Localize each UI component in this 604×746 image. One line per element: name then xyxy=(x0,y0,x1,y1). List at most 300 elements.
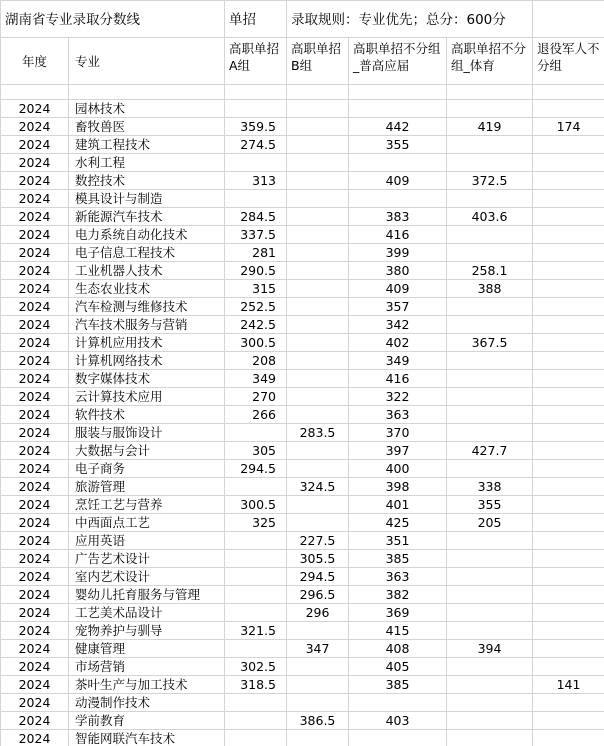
cell-veterans[interactable] xyxy=(533,406,604,424)
cell-group-b[interactable]: 324.5 xyxy=(287,478,349,496)
cell-nogroup-general[interactable]: 342 xyxy=(349,316,447,334)
table-row xyxy=(1,550,604,568)
cell-nogroup-general[interactable]: 351 xyxy=(349,532,447,550)
empty-cell[interactable] xyxy=(287,85,349,100)
spacer-row xyxy=(1,85,604,100)
table-row xyxy=(1,334,604,352)
cell-major[interactable]: 婴幼儿托育服务与管理 xyxy=(69,586,225,604)
cell-veterans[interactable] xyxy=(533,640,604,658)
cell-veterans[interactable] xyxy=(533,424,604,442)
cell-group-a[interactable]: 284.5 xyxy=(225,208,287,226)
cell-veterans[interactable] xyxy=(533,550,604,568)
cell-group-a[interactable] xyxy=(225,190,287,208)
cell-nogroup-sports[interactable] xyxy=(447,298,533,316)
cell-nogroup-sports[interactable] xyxy=(447,370,533,388)
table-row xyxy=(1,676,604,694)
cell-year[interactable]: 2024 xyxy=(1,208,69,226)
table-row xyxy=(1,118,604,136)
cell-year[interactable]: 2024 xyxy=(1,388,69,406)
empty-cell[interactable] xyxy=(447,85,533,100)
cell-nogroup-general[interactable] xyxy=(349,100,447,118)
cell-year[interactable]: 2024 xyxy=(1,190,69,208)
cell-year[interactable]: 2024 xyxy=(1,226,69,244)
table-row xyxy=(1,586,604,604)
cell-veterans[interactable] xyxy=(533,388,604,406)
cell-group-a[interactable]: 290.5 xyxy=(225,262,287,280)
cell-year[interactable]: 2024 xyxy=(1,694,69,712)
cell-nogroup-general[interactable]: 322 xyxy=(349,388,447,406)
cell-nogroup-general[interactable] xyxy=(349,730,447,746)
cell-major[interactable]: 建筑工程技术 xyxy=(69,136,225,154)
cell-group-a[interactable]: 270 xyxy=(225,388,287,406)
empty-cell[interactable] xyxy=(349,85,447,100)
header-group-a[interactable]: 高职单招A组 xyxy=(225,38,287,85)
cell-nogroup-sports[interactable] xyxy=(447,712,533,730)
cell-major[interactable]: 汽车技术服务与营销 xyxy=(69,316,225,334)
cell-major[interactable]: 电子信息工程技术 xyxy=(69,244,225,262)
cell-veterans[interactable] xyxy=(533,370,604,388)
cell-nogroup-sports[interactable] xyxy=(447,100,533,118)
cell-year[interactable]: 2024 xyxy=(1,514,69,532)
cell-year[interactable]: 2024 xyxy=(1,586,69,604)
table-row xyxy=(1,388,604,406)
cell-year[interactable]: 2024 xyxy=(1,154,69,172)
cell-nogroup-sports[interactable]: 419 xyxy=(447,118,533,136)
cell-nogroup-sports[interactable] xyxy=(447,694,533,712)
cell-nogroup-sports[interactable] xyxy=(447,730,533,746)
cell-group-b[interactable]: 227.5 xyxy=(287,532,349,550)
cell-nogroup-general[interactable]: 403 xyxy=(349,712,447,730)
cell-year[interactable]: 2024 xyxy=(1,118,69,136)
cell-veterans[interactable] xyxy=(533,280,604,298)
cell-nogroup-sports[interactable] xyxy=(447,658,533,676)
cell-year[interactable]: 2024 xyxy=(1,622,69,640)
cell-veterans[interactable] xyxy=(533,190,604,208)
cell-major[interactable]: 应用英语 xyxy=(69,532,225,550)
cell-group-b[interactable] xyxy=(287,442,349,460)
cell-veterans[interactable] xyxy=(533,172,604,190)
header-nogroup-sports[interactable]: 高职单招不分组_体育 xyxy=(447,38,533,85)
empty-cell[interactable] xyxy=(533,85,604,100)
cell-group-b[interactable] xyxy=(287,154,349,172)
cell-group-a[interactable]: 252.5 xyxy=(225,298,287,316)
cell-major[interactable]: 健康管理 xyxy=(69,640,225,658)
cell-year[interactable]: 2024 xyxy=(1,532,69,550)
cell-nogroup-general[interactable]: 355 xyxy=(349,136,447,154)
cell-veterans[interactable] xyxy=(533,478,604,496)
cell-year[interactable]: 2024 xyxy=(1,298,69,316)
cell-group-b[interactable] xyxy=(287,118,349,136)
cell-nogroup-general[interactable]: 425 xyxy=(349,514,447,532)
cell-nogroup-sports[interactable] xyxy=(447,406,533,424)
cell-veterans[interactable] xyxy=(533,514,604,532)
cell-group-a[interactable]: 315 xyxy=(225,280,287,298)
cell-nogroup-general[interactable] xyxy=(349,154,447,172)
table-row xyxy=(1,478,604,496)
table-row xyxy=(1,370,604,388)
cell-nogroup-general[interactable] xyxy=(349,694,447,712)
cell-group-a[interactable]: 305 xyxy=(225,442,287,460)
table-row xyxy=(1,136,604,154)
cell-major[interactable]: 烹饪工艺与营养 xyxy=(69,496,225,514)
cell-nogroup-general[interactable]: 408 xyxy=(349,640,447,658)
cell-nogroup-general[interactable]: 385 xyxy=(349,676,447,694)
cell-year[interactable]: 2024 xyxy=(1,406,69,424)
cell-major[interactable]: 水利工程 xyxy=(69,154,225,172)
cell-major[interactable]: 数控技术 xyxy=(69,172,225,190)
cell-group-b[interactable] xyxy=(287,316,349,334)
cell-group-a[interactable]: 281 xyxy=(225,244,287,262)
cell-nogroup-sports[interactable]: 355 xyxy=(447,496,533,514)
cell-group-a[interactable]: 274.5 xyxy=(225,136,287,154)
cell-group-a[interactable] xyxy=(225,604,287,622)
cell-veterans[interactable] xyxy=(533,244,604,262)
cell-nogroup-general[interactable]: 357 xyxy=(349,298,447,316)
cell-group-b[interactable] xyxy=(287,334,349,352)
cell-nogroup-sports[interactable] xyxy=(447,676,533,694)
cell-nogroup-sports[interactable] xyxy=(447,244,533,262)
cell-nogroup-general[interactable]: 405 xyxy=(349,658,447,676)
cell-major[interactable]: 模具设计与制造 xyxy=(69,190,225,208)
table-row xyxy=(1,298,604,316)
cell-nogroup-general[interactable]: 416 xyxy=(349,226,447,244)
cell-year[interactable]: 2024 xyxy=(1,478,69,496)
cell-group-a[interactable] xyxy=(225,586,287,604)
cell-group-a[interactable] xyxy=(225,730,287,746)
cell-group-b[interactable] xyxy=(287,406,349,424)
cell-veterans[interactable] xyxy=(533,298,604,316)
cell-nogroup-general[interactable]: 401 xyxy=(349,496,447,514)
cell-veterans[interactable] xyxy=(533,208,604,226)
cell-group-a[interactable]: 337.5 xyxy=(225,226,287,244)
cell-nogroup-general[interactable]: 400 xyxy=(349,460,447,478)
cell-year[interactable]: 2024 xyxy=(1,424,69,442)
cell-nogroup-sports[interactable]: 372.5 xyxy=(447,172,533,190)
cell-nogroup-sports[interactable]: 394 xyxy=(447,640,533,658)
cell-major[interactable]: 智能网联汽车技术 xyxy=(69,730,225,746)
cell-group-b[interactable] xyxy=(287,514,349,532)
cell-group-a[interactable] xyxy=(225,568,287,586)
cell-year[interactable]: 2024 xyxy=(1,352,69,370)
cell-major[interactable]: 园林技术 xyxy=(69,100,225,118)
cell-group-a[interactable] xyxy=(225,694,287,712)
cell-veterans[interactable] xyxy=(533,532,604,550)
cell-major[interactable]: 电子商务 xyxy=(69,460,225,478)
cell-group-a[interactable]: 266 xyxy=(225,406,287,424)
cell-nogroup-sports[interactable] xyxy=(447,316,533,334)
cell-veterans[interactable] xyxy=(533,568,604,586)
cell-nogroup-sports[interactable] xyxy=(447,190,533,208)
cell-major[interactable]: 云计算技术应用 xyxy=(69,388,225,406)
cell-veterans[interactable] xyxy=(533,604,604,622)
table-row xyxy=(1,460,604,478)
table-row xyxy=(1,244,604,262)
cell-nogroup-general[interactable] xyxy=(349,190,447,208)
cell-veterans[interactable] xyxy=(533,442,604,460)
cell-group-a[interactable]: 294.5 xyxy=(225,460,287,478)
cell-year[interactable]: 2024 xyxy=(1,658,69,676)
cell-veterans[interactable] xyxy=(533,730,604,746)
cell-veterans[interactable] xyxy=(533,658,604,676)
title-row xyxy=(1,1,604,38)
table-row xyxy=(1,190,604,208)
table-row xyxy=(1,154,604,172)
table-row xyxy=(1,352,604,370)
cell-veterans[interactable] xyxy=(533,622,604,640)
table-row xyxy=(1,532,604,550)
cell-veterans[interactable] xyxy=(533,352,604,370)
cell-group-a[interactable]: 318.5 xyxy=(225,676,287,694)
header-group-b[interactable]: 高职单招B组 xyxy=(287,38,349,85)
cell-year[interactable]: 2024 xyxy=(1,100,69,118)
cell-nogroup-sports[interactable] xyxy=(447,424,533,442)
cell-nogroup-sports[interactable] xyxy=(447,352,533,370)
cell-group-b[interactable] xyxy=(287,496,349,514)
cell-year[interactable]: 2024 xyxy=(1,460,69,478)
cell-nogroup-general[interactable]: 409 xyxy=(349,172,447,190)
cell-year[interactable]: 2024 xyxy=(1,604,69,622)
cell-group-b[interactable] xyxy=(287,244,349,262)
cell-nogroup-sports[interactable] xyxy=(447,154,533,172)
rule-cell[interactable]: 录取规则：专业优先；总分：600分 xyxy=(287,1,533,38)
table-row xyxy=(1,262,604,280)
table-row xyxy=(1,442,604,460)
table-row xyxy=(1,604,604,622)
cell-veterans[interactable] xyxy=(533,262,604,280)
cell-group-a[interactable] xyxy=(225,100,287,118)
cell-group-b[interactable]: 283.5 xyxy=(287,424,349,442)
table-row xyxy=(1,568,604,586)
cell-nogroup-general[interactable]: 385 xyxy=(349,550,447,568)
cell-year[interactable]: 2024 xyxy=(1,172,69,190)
cell-nogroup-general[interactable]: 383 xyxy=(349,208,447,226)
cell-group-b[interactable] xyxy=(287,694,349,712)
cell-major[interactable]: 软件技术 xyxy=(69,406,225,424)
cell-group-b[interactable] xyxy=(287,280,349,298)
cell-year[interactable]: 2024 xyxy=(1,640,69,658)
cell-nogroup-general[interactable]: 416 xyxy=(349,370,447,388)
cell-major[interactable]: 动漫制作技术 xyxy=(69,694,225,712)
cell-group-b[interactable] xyxy=(287,262,349,280)
cell-group-a[interactable] xyxy=(225,712,287,730)
cell-major[interactable]: 数字媒体技术 xyxy=(69,370,225,388)
cell-major[interactable]: 新能源汽车技术 xyxy=(69,208,225,226)
table-row xyxy=(1,658,604,676)
cell-veterans[interactable] xyxy=(533,100,604,118)
cell-major[interactable]: 服装与服饰设计 xyxy=(69,424,225,442)
cell-veterans[interactable] xyxy=(533,136,604,154)
cell-group-b[interactable]: 296 xyxy=(287,604,349,622)
cell-major[interactable]: 畜牧兽医 xyxy=(69,118,225,136)
cell-group-a[interactable]: 300.5 xyxy=(225,496,287,514)
cell-nogroup-sports[interactable] xyxy=(447,568,533,586)
cell-year[interactable]: 2024 xyxy=(1,334,69,352)
cell-major[interactable]: 生态农业技术 xyxy=(69,280,225,298)
cell-nogroup-general[interactable]: 382 xyxy=(349,586,447,604)
cell-major[interactable]: 室内艺术设计 xyxy=(69,568,225,586)
cell-group-a[interactable]: 242.5 xyxy=(225,316,287,334)
cell-group-a[interactable] xyxy=(225,424,287,442)
cell-nogroup-sports[interactable] xyxy=(447,586,533,604)
cell-year[interactable]: 2024 xyxy=(1,280,69,298)
cell-nogroup-general[interactable]: 399 xyxy=(349,244,447,262)
cell-group-b[interactable]: 294.5 xyxy=(287,568,349,586)
cell-group-b[interactable]: 347 xyxy=(287,640,349,658)
cell-veterans[interactable] xyxy=(533,694,604,712)
cell-nogroup-sports[interactable] xyxy=(447,136,533,154)
cell-veterans[interactable]: 174 xyxy=(533,118,604,136)
cell-group-a[interactable] xyxy=(225,532,287,550)
cell-nogroup-sports[interactable]: 427.7 xyxy=(447,442,533,460)
cell-year[interactable]: 2024 xyxy=(1,496,69,514)
cell-group-a[interactable] xyxy=(225,550,287,568)
cell-veterans[interactable] xyxy=(533,316,604,334)
table-row xyxy=(1,406,604,424)
cell-group-a[interactable]: 359.5 xyxy=(225,118,287,136)
cell-group-a[interactable]: 208 xyxy=(225,352,287,370)
cell-group-b[interactable] xyxy=(287,226,349,244)
cell-major[interactable]: 计算机网络技术 xyxy=(69,352,225,370)
cell-major[interactable]: 宠物养护与驯导 xyxy=(69,622,225,640)
empty-cell[interactable] xyxy=(1,85,69,100)
cell-year[interactable]: 2024 xyxy=(1,370,69,388)
cell-year[interactable]: 2024 xyxy=(1,712,69,730)
cell-nogroup-general[interactable]: 402 xyxy=(349,334,447,352)
cell-nogroup-sports[interactable]: 403.6 xyxy=(447,208,533,226)
cell-nogroup-sports[interactable] xyxy=(447,460,533,478)
cell-nogroup-sports[interactable] xyxy=(447,550,533,568)
cell-nogroup-general[interactable]: 397 xyxy=(349,442,447,460)
cell-nogroup-general[interactable]: 363 xyxy=(349,406,447,424)
cell-group-a[interactable]: 302.5 xyxy=(225,658,287,676)
cell-nogroup-sports[interactable]: 338 xyxy=(447,478,533,496)
cell-year[interactable]: 2024 xyxy=(1,262,69,280)
cell-major[interactable]: 工艺美术品设计 xyxy=(69,604,225,622)
cell-year[interactable]: 2024 xyxy=(1,568,69,586)
cell-group-b[interactable]: 296.5 xyxy=(287,586,349,604)
cell-nogroup-general[interactable]: 380 xyxy=(349,262,447,280)
cell-veterans[interactable] xyxy=(533,226,604,244)
cell-major[interactable]: 电力系统自动化技术 xyxy=(69,226,225,244)
cell-group-b[interactable] xyxy=(287,190,349,208)
cell-group-b[interactable] xyxy=(287,460,349,478)
cell-veterans[interactable] xyxy=(533,712,604,730)
empty-cell[interactable] xyxy=(69,85,225,100)
cell-group-a[interactable]: 300.5 xyxy=(225,334,287,352)
cell-nogroup-sports[interactable]: 205 xyxy=(447,514,533,532)
cell-group-a[interactable]: 313 xyxy=(225,172,287,190)
cell-veterans[interactable] xyxy=(533,154,604,172)
cell-nogroup-general[interactable]: 442 xyxy=(349,118,447,136)
cell-nogroup-general[interactable]: 349 xyxy=(349,352,447,370)
cell-nogroup-sports[interactable]: 258.1 xyxy=(447,262,533,280)
cell-group-b[interactable] xyxy=(287,100,349,118)
sheet-title[interactable]: 湖南省专业录取分数线 xyxy=(1,1,225,38)
table-row xyxy=(1,100,604,118)
cell-group-b[interactable] xyxy=(287,622,349,640)
cell-year[interactable]: 2024 xyxy=(1,244,69,262)
cell-group-b[interactable] xyxy=(287,730,349,746)
cell-nogroup-sports[interactable] xyxy=(447,622,533,640)
empty-cell[interactable] xyxy=(225,85,287,100)
table-row xyxy=(1,280,604,298)
cell-group-b[interactable] xyxy=(287,208,349,226)
cell-nogroup-sports[interactable] xyxy=(447,388,533,406)
cell-year[interactable]: 2024 xyxy=(1,550,69,568)
cell-group-b[interactable] xyxy=(287,136,349,154)
cell-year[interactable]: 2024 xyxy=(1,442,69,460)
cell-major[interactable]: 广告艺术设计 xyxy=(69,550,225,568)
cell-nogroup-general[interactable]: 363 xyxy=(349,568,447,586)
cell-nogroup-sports[interactable] xyxy=(447,226,533,244)
cell-group-a[interactable] xyxy=(225,154,287,172)
cell-veterans[interactable] xyxy=(533,334,604,352)
table-row xyxy=(1,514,604,532)
cell-major[interactable]: 工业机器人技术 xyxy=(69,262,225,280)
cell-nogroup-general[interactable]: 370 xyxy=(349,424,447,442)
cell-year[interactable]: 2024 xyxy=(1,316,69,334)
cell-veterans[interactable] xyxy=(533,496,604,514)
cell-group-b[interactable] xyxy=(287,370,349,388)
cell-veterans[interactable]: 141 xyxy=(533,676,604,694)
cell-group-b[interactable] xyxy=(287,298,349,316)
cell-group-a[interactable] xyxy=(225,478,287,496)
cell-veterans[interactable] xyxy=(533,586,604,604)
cell-nogroup-sports[interactable] xyxy=(447,532,533,550)
category-cell[interactable]: 单招 xyxy=(225,1,287,38)
cell-major[interactable]: 学前教育 xyxy=(69,712,225,730)
table-row xyxy=(1,172,604,190)
cell-group-b[interactable]: 305.5 xyxy=(287,550,349,568)
cell-major[interactable]: 汽车检测与维修技术 xyxy=(69,298,225,316)
cell-group-a[interactable] xyxy=(225,640,287,658)
cell-major[interactable]: 旅游管理 xyxy=(69,478,225,496)
cell-major[interactable]: 中西面点工艺 xyxy=(69,514,225,532)
cell-year[interactable]: 2024 xyxy=(1,730,69,746)
cell-major[interactable]: 市场营销 xyxy=(69,658,225,676)
cell-group-b[interactable]: 386.5 xyxy=(287,712,349,730)
header-major[interactable]: 专业 xyxy=(69,38,225,85)
table-row xyxy=(1,496,604,514)
cell-group-a[interactable]: 325 xyxy=(225,514,287,532)
cell-group-b[interactable] xyxy=(287,388,349,406)
cell-group-a[interactable]: 321.5 xyxy=(225,622,287,640)
cell-group-b[interactable] xyxy=(287,658,349,676)
header-veterans[interactable]: 退役军人不分组 xyxy=(533,38,604,85)
cell-veterans[interactable] xyxy=(533,460,604,478)
cell-nogroup-sports[interactable]: 388 xyxy=(447,280,533,298)
table-row xyxy=(1,622,604,640)
cell-year[interactable]: 2024 xyxy=(1,676,69,694)
header-year[interactable]: 年度 xyxy=(1,38,69,85)
cell-major[interactable]: 大数据与会计 xyxy=(69,442,225,460)
cell-nogroup-general[interactable]: 369 xyxy=(349,604,447,622)
cell-year[interactable]: 2024 xyxy=(1,136,69,154)
empty-cell[interactable] xyxy=(533,1,604,38)
cell-nogroup-general[interactable]: 398 xyxy=(349,478,447,496)
cell-group-b[interactable] xyxy=(287,676,349,694)
cell-nogroup-general[interactable]: 415 xyxy=(349,622,447,640)
cell-nogroup-general[interactable]: 409 xyxy=(349,280,447,298)
cell-group-b[interactable] xyxy=(287,172,349,190)
cell-major[interactable]: 计算机应用技术 xyxy=(69,334,225,352)
cell-group-b[interactable] xyxy=(287,352,349,370)
cell-group-a[interactable]: 349 xyxy=(225,370,287,388)
cell-major[interactable]: 茶叶生产与加工技术 xyxy=(69,676,225,694)
header-nogroup-general[interactable]: 高职单招不分组_普高应届 xyxy=(349,38,447,85)
cell-nogroup-sports[interactable]: 367.5 xyxy=(447,334,533,352)
cell-nogroup-sports[interactable] xyxy=(447,604,533,622)
